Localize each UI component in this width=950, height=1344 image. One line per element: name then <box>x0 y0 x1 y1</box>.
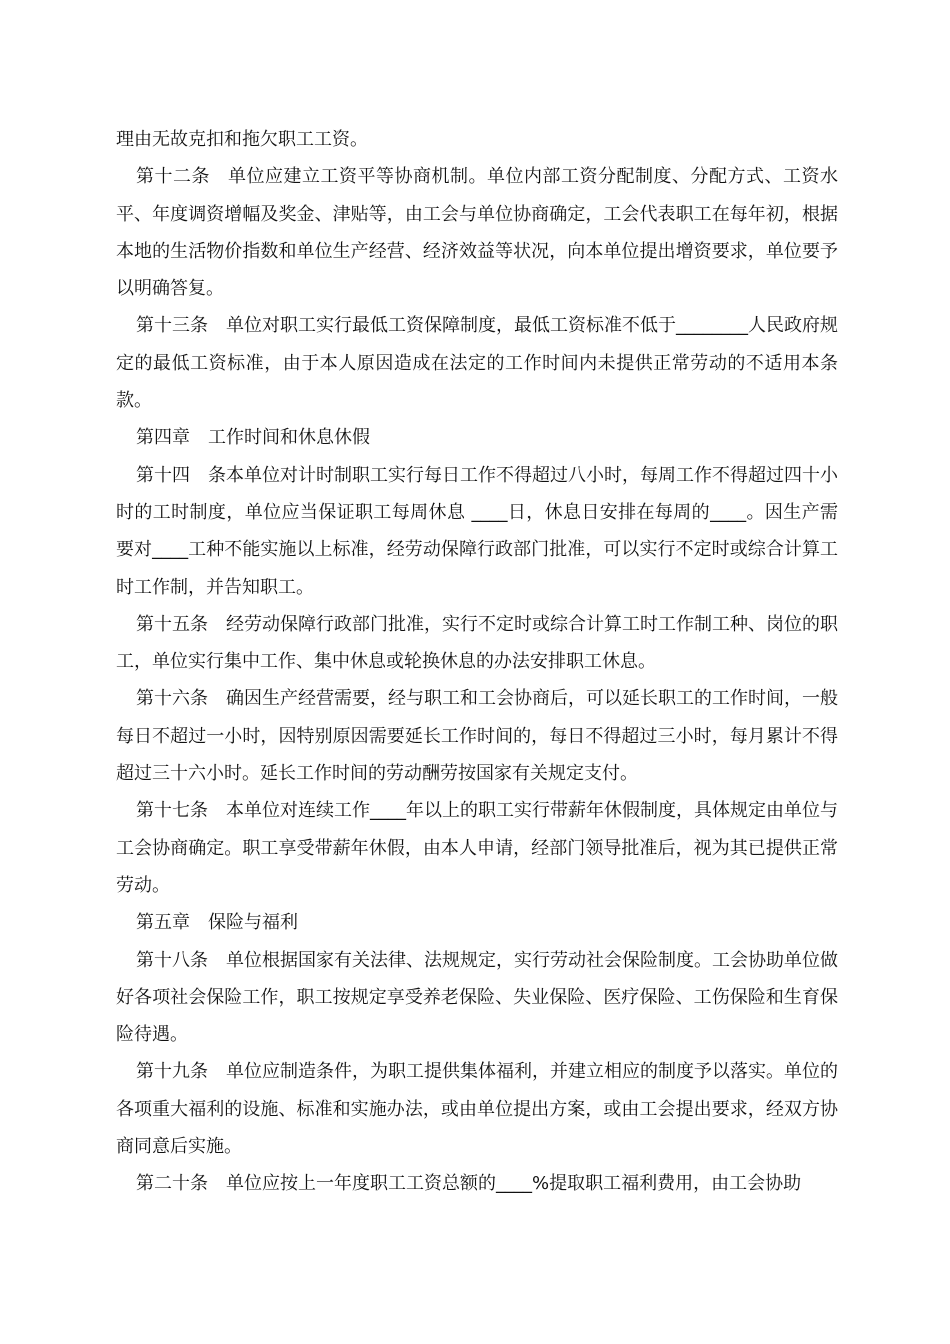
article-number: 第十六条 <box>136 688 208 710</box>
article-17 <box>116 792 838 904</box>
article-13 <box>116 307 838 419</box>
article-number: 第十四 <box>136 464 190 486</box>
article-text: 经劳动保障行政部门批准，实行不定时或综合计算工时工作制工种、岗位的职工，单位实行集中工作、集中休息或轮换休息的办法安排职工休息。 <box>116 613 838 673</box>
article-number: 第十二条 <box>136 166 210 188</box>
article-text: 单位应按上一年度职工工资总额的____%提取职工福利费用，由工会协助 <box>226 1173 802 1195</box>
article-text: 条本单位对计时制职工实行每日工作不得超过八小时，每周工作不得超过四十小时的工时制度，单位应当保证职工每周休息 ____日，休息日安排在每周的____。因生产需要对____工种不能实施以上标准，经劳动保障行政部门批准，可以实行不定时或综合计算工时工作制，并告知职工。 <box>116 464 838 598</box>
article-14 <box>116 457 838 606</box>
article-text: 单位根据国家有关法律、法规规定，实行劳动社会保险制度。工会协助单位做好各项社会保险工作，职工按规定享受养老保险、失业保险、医疗保险、工伤保险和生育保险待遇。 <box>116 949 838 1046</box>
paragraph-continuation <box>116 121 838 158</box>
article-text: 确因生产经营需要，经与职工和工会协商后，可以延长职工的工作时间，一般每日不超过一小时，因特别原因需要延长工作时间的，每日不得超过三小时，每月累计不得超过三十六小时。延长工作时间的劳动酬劳按国家有关规定支付。 <box>116 688 838 785</box>
chapter-4-heading <box>116 419 838 456</box>
article-number: 第十三条 <box>136 315 208 337</box>
chapter-number: 第五章 <box>136 912 190 934</box>
article-number: 第二十条 <box>136 1173 208 1195</box>
article-text: 单位对职工实行最低工资保障制度，最低工资标准不低于________人民政府规定的最低工资标准，由于本人原因造成在法定的工作时间内未提供正常劳动的不适用本条款。 <box>116 315 838 412</box>
article-number: 第十五条 <box>136 613 208 635</box>
article-number: 第十八条 <box>136 949 208 971</box>
document-body <box>116 121 838 1203</box>
article-number: 第十七条 <box>136 800 208 822</box>
chapter-number: 第四章 <box>136 427 190 449</box>
paragraph-text: 理由无故克扣和拖欠职工工资。 <box>116 129 368 150</box>
article-text: 本单位对连续工作____年以上的职工实行带薪年休假制度，具体规定由单位与工会协商确定。职工享受带薪年休假，由本人申请，经部门领导批准后，视为其已提供正常劳动。 <box>116 800 838 896</box>
article-12 <box>116 158 838 307</box>
article-text: 单位应建立工资平等协商机制。单位内部工资分配制度、分配方式、工资水平、年度调资增幅及奖金、津贴等，由工会与单位协商确定，工会代表职工在每年初，根据本地的生活物价指数和单位生产经营、经济效益等状况，向本单位提出增资要求，单位要予以明确答复。 <box>116 166 838 300</box>
chapter-title: 保险与福利 <box>208 912 298 934</box>
article-18 <box>116 942 838 1054</box>
article-15 <box>116 606 838 681</box>
article-19 <box>116 1053 838 1165</box>
chapter-title: 工作时间和休息休假 <box>208 427 370 449</box>
article-16 <box>116 680 838 792</box>
article-20 <box>116 1165 838 1202</box>
chapter-5-heading <box>116 904 838 941</box>
article-number: 第十九条 <box>136 1061 208 1083</box>
article-text: 单位应制造条件，为职工提供集体福利，并建立相应的制度予以落实。单位的各项重大福利的设施、标准和实施办法，或由单位提出方案，或由工会提出要求，经双方协商同意后实施。 <box>116 1061 838 1158</box>
